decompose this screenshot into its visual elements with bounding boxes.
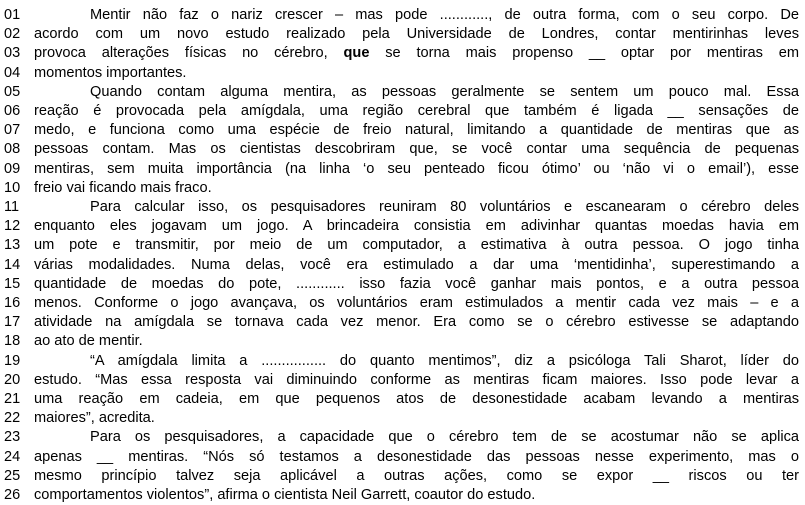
text-line: [0, 428, 805, 447]
text-line: [0, 6, 805, 25]
line-content: estudo. “Mas essa resposta vai diminuindo conforme as mentiras ficam maiores. Isso pode levar a: [34, 371, 799, 388]
line-number: 01: [4, 7, 21, 23]
line-content: freio vai ficando mais fraco.: [34, 179, 212, 196]
line-content: quantidade de moedas do pote, ............ isso fazia você ganhar mais pontos, e a outra pessoa: [34, 275, 799, 292]
text-line: [0, 352, 805, 371]
line-text: [34, 390, 805, 409]
line-number: 14: [4, 256, 21, 273]
line-content: momentos importantes.: [34, 64, 187, 81]
line-text: [34, 332, 805, 351]
line-number: 19: [4, 352, 21, 369]
line-number: 25: [4, 467, 21, 484]
text-line: [0, 486, 805, 505]
line-content: maiores”, acredita.: [34, 410, 155, 427]
line-number: 24: [4, 448, 21, 465]
line-number: 11: [4, 199, 20, 216]
line-number: 22: [4, 410, 21, 427]
text-line: [0, 102, 805, 121]
line-number: 26: [4, 487, 21, 504]
text-line: [0, 179, 805, 198]
line-number: 10: [4, 179, 21, 196]
line-number: 23: [4, 429, 21, 446]
text-line: [0, 390, 805, 409]
line-number: 02: [4, 26, 21, 43]
text-line: [0, 467, 805, 486]
text-line: [0, 275, 805, 294]
line-text: [34, 448, 805, 467]
text-line: [0, 25, 805, 44]
line-content: mentiras, sem muita importância (na linha ‘o seu penteado ficou ótimo’ ou ‘não vi o email’), esse: [34, 160, 799, 177]
text-line: [0, 64, 805, 83]
line-text: [34, 25, 805, 44]
line-content: um pote e transmitir, por meio de um computador, a estimativa à outra pessoa. O jogo tinha: [34, 237, 799, 254]
line-content: enquanto eles jogavam um jogo. A brincadeira consistia em adivinhar quantas moedas havia em: [34, 218, 799, 235]
text-line: [0, 294, 805, 313]
line-number: 13: [4, 237, 21, 254]
text-line: [0, 83, 805, 102]
line-content: Mentir não faz o nariz crescer – mas pode ............, de outra forma, com o seu corpo. De: [90, 7, 799, 23]
line-text: [34, 102, 805, 121]
line-text: [34, 371, 805, 390]
line-number: 18: [4, 333, 21, 350]
text-line: [0, 44, 805, 63]
line-content: Para calcular isso, os pesquisadores reuniram 80 voluntários e escanearam o cérebro deles: [90, 199, 799, 216]
line-text: [34, 486, 805, 505]
line-text: [34, 6, 805, 25]
line-content: Quando contam alguma mentira, as pessoas geralmente se sentem um pouco mal. Essa: [90, 83, 799, 100]
line-text: [34, 64, 805, 83]
line-content: reação é provocada pela amígdala, uma região cerebral que também é ligada __ sensações de: [34, 103, 799, 120]
line-content: várias modalidades. Numa delas, você era estimulado a dar uma ‘mentidinha’, superestimando a: [34, 256, 799, 273]
line-text: [34, 217, 805, 236]
text-line: [0, 121, 805, 140]
line-text: [34, 140, 805, 159]
text-line: [0, 448, 805, 467]
text-line: [0, 371, 805, 390]
line-number: 12: [4, 218, 21, 235]
line-content: acordo com um novo estudo realizado pela Universidade de Londres, contar mentirinhas leves: [34, 26, 799, 43]
line-number: 21: [4, 391, 21, 408]
text-line: [0, 140, 805, 159]
line-content: comportamentos violentos”, afirma o cientista Neil Garrett, coautor do estudo.: [34, 487, 536, 504]
text-line: [0, 332, 805, 351]
text-line: [0, 236, 805, 255]
line-text: [34, 256, 805, 275]
line-number: 06: [4, 103, 21, 120]
line-content: ao ato de mentir.: [34, 333, 143, 350]
line-text: [34, 428, 805, 447]
line-content: pessoas contam. Mas os cientistas descobriram que, se você contar uma sequência de pequenas: [34, 141, 799, 158]
text-line: [0, 313, 805, 332]
text-line: [0, 217, 805, 236]
line-number: 15: [4, 275, 21, 292]
line-content: medo, e funciona como uma espécie de freio natural, limitando a quantidade de mentiras que as: [34, 122, 799, 139]
line-text: [34, 198, 805, 217]
line-number: 20: [4, 371, 21, 388]
line-content: apenas __ mentiras. “Nós só testamos a desonestidade das pessoas nesse experimento, mas o: [34, 448, 799, 465]
line-content: Para os pesquisadores, a capacidade que o cérebro tem de se acostumar não se aplica: [90, 429, 799, 446]
numbered-text-body: [0, 6, 805, 505]
line-content: menos. Conforme o jogo avançava, os voluntários eram estimulados a mentir cada vez mais – e a: [34, 295, 799, 312]
line-text: [34, 467, 805, 486]
line-number: 16: [4, 295, 21, 312]
line-text: [34, 179, 805, 198]
text-line: [0, 198, 805, 217]
line-text: [34, 83, 805, 102]
text-line: [0, 256, 805, 275]
emphasized-word: que: [343, 45, 370, 62]
line-text: [34, 44, 805, 63]
line-text: [34, 121, 805, 140]
line-number: 08: [4, 141, 21, 158]
line-number: 09: [4, 160, 21, 177]
text-line: [0, 409, 805, 428]
line-text: [34, 352, 805, 371]
line-text: [34, 160, 805, 179]
line-text: [34, 294, 805, 313]
line-number: 07: [4, 122, 21, 139]
line-number: 17: [4, 314, 21, 331]
line-content: provoca alterações físicas no cérebro, que se torna mais propenso __ optar por mentiras em: [34, 45, 799, 62]
line-text: [34, 275, 805, 294]
line-content: atividade na amígdala se tornava cada vez menor. Era como se o cérebro estivesse se adaptando: [34, 314, 799, 331]
line-text: [34, 236, 805, 255]
line-content: uma reação em cadeia, em que pequenos atos de desonestidade acabam levando a mentiras: [34, 391, 799, 408]
line-number: 04: [4, 64, 21, 81]
line-number: 03: [4, 45, 21, 62]
line-number: 05: [4, 83, 21, 100]
text-line: [0, 160, 805, 179]
line-content: mesmo princípio talvez seja aplicável a outras ações, como se expor __ riscos ou ter: [34, 467, 799, 484]
line-content: “A amígdala limita a ................ do quanto mentimos”, diz a psicóloga Tali Sharot, líder do: [90, 352, 799, 369]
line-text: [34, 409, 805, 428]
line-text: [34, 313, 805, 332]
